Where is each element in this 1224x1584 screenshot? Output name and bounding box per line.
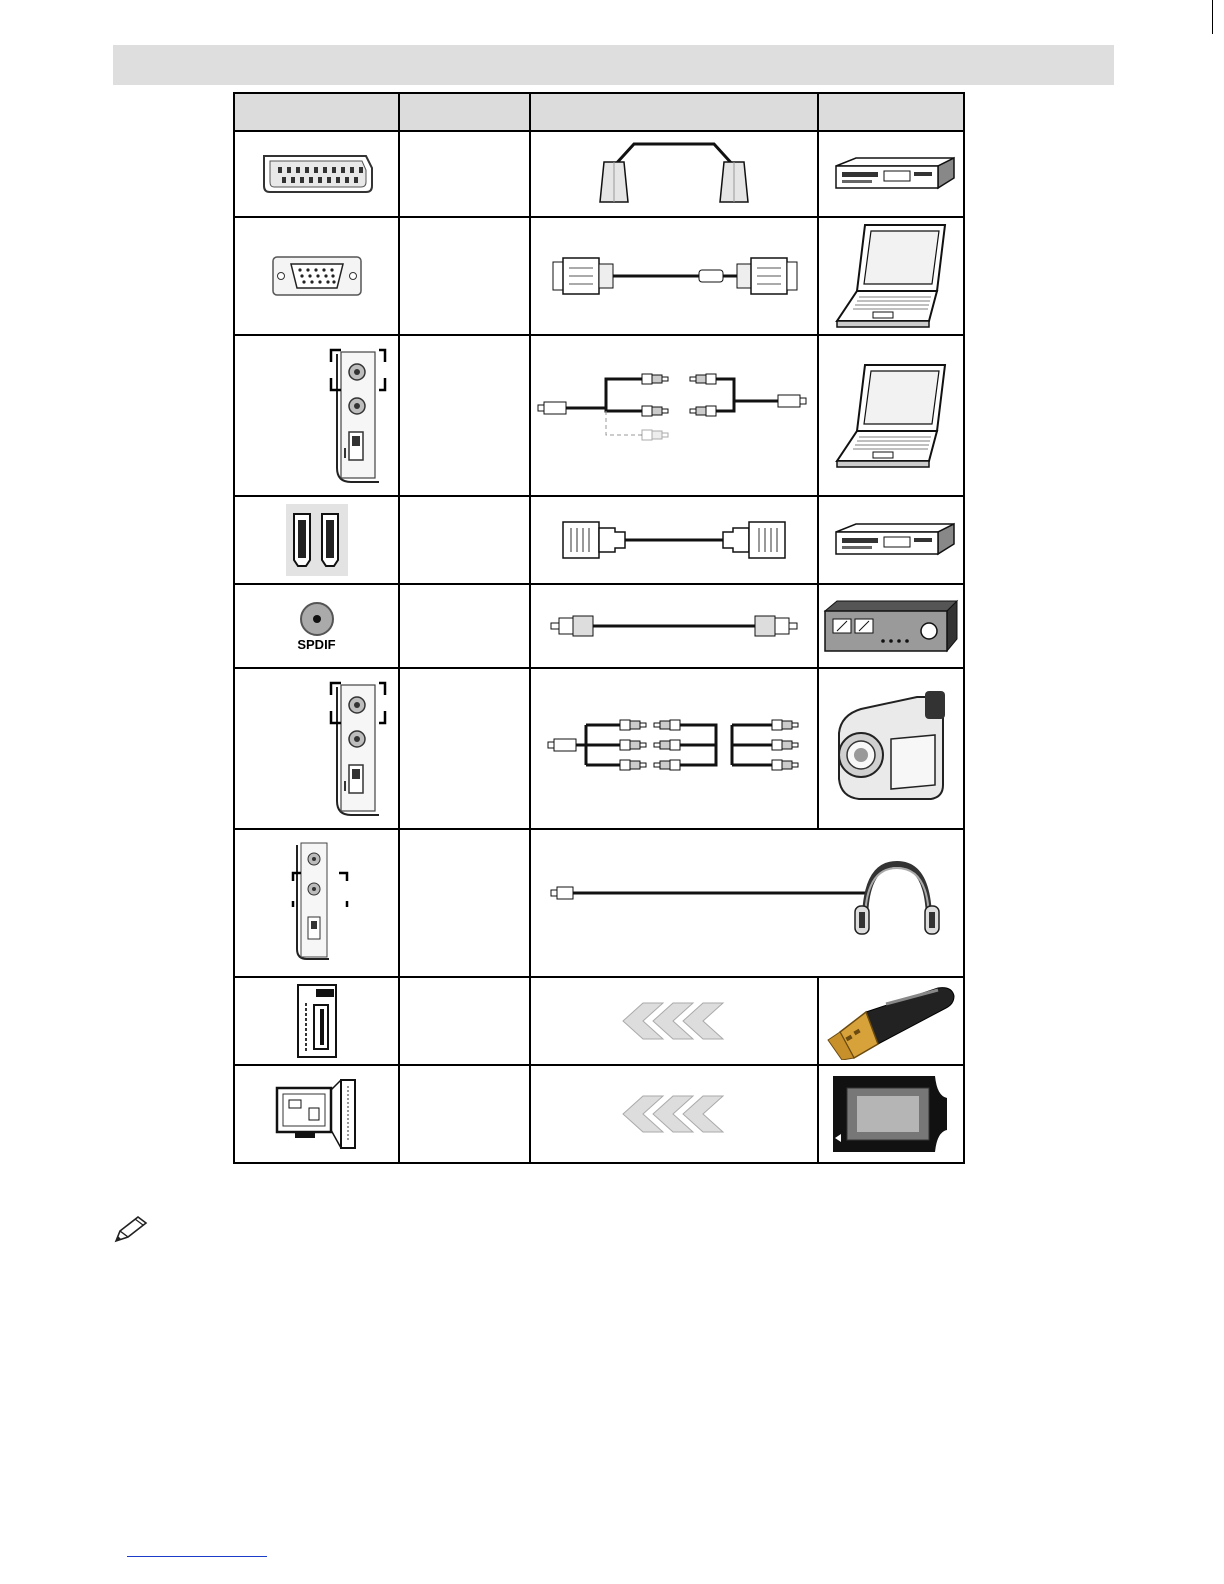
headphone-panel-icon	[257, 841, 377, 965]
insert-arrows-icon	[619, 1094, 729, 1134]
device-cell	[818, 1065, 964, 1163]
connector-cell	[234, 335, 399, 496]
table-header-row	[234, 93, 964, 131]
camcorder-icon	[831, 689, 951, 809]
table-row	[234, 977, 964, 1065]
table-row	[234, 584, 964, 668]
vga-port-icon	[271, 255, 363, 297]
text-cell	[399, 335, 530, 496]
connector-cell	[234, 1065, 399, 1163]
pencil-icon	[113, 1214, 149, 1244]
text-cell	[399, 668, 530, 829]
connector-cell	[234, 584, 399, 668]
column-header	[399, 93, 530, 131]
connector-cell	[234, 131, 399, 217]
dvd-player-icon	[826, 522, 956, 558]
insert-arrows-icon	[619, 1001, 729, 1041]
spdif-jack-icon	[297, 601, 337, 637]
av-rca-cable-icon	[546, 719, 802, 779]
device-cell	[818, 496, 964, 584]
usb-stick-icon	[826, 982, 956, 1060]
device-cell	[818, 217, 964, 335]
cable-cell	[530, 496, 818, 584]
cable-cell	[530, 977, 818, 1065]
cable-cell	[530, 131, 818, 217]
device-cell	[818, 335, 964, 496]
hdmi-cable-icon	[559, 512, 789, 568]
dvd-player-icon	[826, 156, 956, 192]
scart-socket-icon	[260, 152, 374, 196]
table-row	[234, 668, 964, 829]
table-row	[234, 1065, 964, 1163]
cable-cell	[530, 1065, 818, 1163]
connector-cell	[234, 496, 399, 584]
cable-cell	[530, 217, 818, 335]
device-cell	[818, 668, 964, 829]
cable-cell	[530, 335, 818, 496]
connector-cell	[234, 217, 399, 335]
column-header	[818, 93, 964, 131]
headphone-cable-icon	[547, 858, 947, 948]
vga-cable-icon	[549, 254, 799, 298]
text-cell	[399, 1065, 530, 1163]
text-cell	[399, 217, 530, 335]
connections-table	[233, 92, 965, 1164]
spdif-label: SPDIF	[297, 636, 336, 652]
table-row	[234, 829, 964, 977]
footer-link-underline	[127, 1556, 267, 1557]
device-cell	[818, 131, 964, 217]
column-header	[234, 93, 399, 131]
device-cell	[818, 584, 964, 668]
usb-port-icon	[296, 983, 338, 1059]
audio-rca-cable-icon	[534, 371, 814, 461]
table-row	[234, 496, 964, 584]
side-av-panel-icon	[237, 679, 397, 819]
cable-cell	[530, 829, 964, 977]
cable-cell	[530, 584, 818, 668]
side-av-panel-icon	[237, 346, 397, 486]
connector-cell	[234, 829, 399, 977]
laptop-icon	[833, 361, 949, 471]
connector-cell	[234, 977, 399, 1065]
cam-module-icon	[831, 1074, 951, 1154]
column-header	[530, 93, 818, 131]
laptop-icon	[833, 221, 949, 331]
text-cell	[399, 829, 530, 977]
hdmi-ports-icon	[286, 504, 348, 576]
scart-cable-icon	[574, 142, 774, 206]
text-cell	[399, 977, 530, 1065]
text-cell	[399, 496, 530, 584]
connector-cell	[234, 668, 399, 829]
text-cell	[399, 131, 530, 217]
headphones-icon	[855, 864, 939, 934]
text-cell	[399, 584, 530, 668]
top-rule	[1212, 0, 1213, 34]
amplifier-icon	[823, 599, 959, 653]
ci-slot-tv-icon	[275, 1078, 359, 1150]
device-cell	[818, 977, 964, 1065]
header-band	[113, 45, 1114, 85]
table-row	[234, 131, 964, 217]
coaxial-cable-icon	[549, 612, 799, 640]
cable-cell	[530, 668, 818, 829]
table-row	[234, 335, 964, 496]
table-row	[234, 217, 964, 335]
